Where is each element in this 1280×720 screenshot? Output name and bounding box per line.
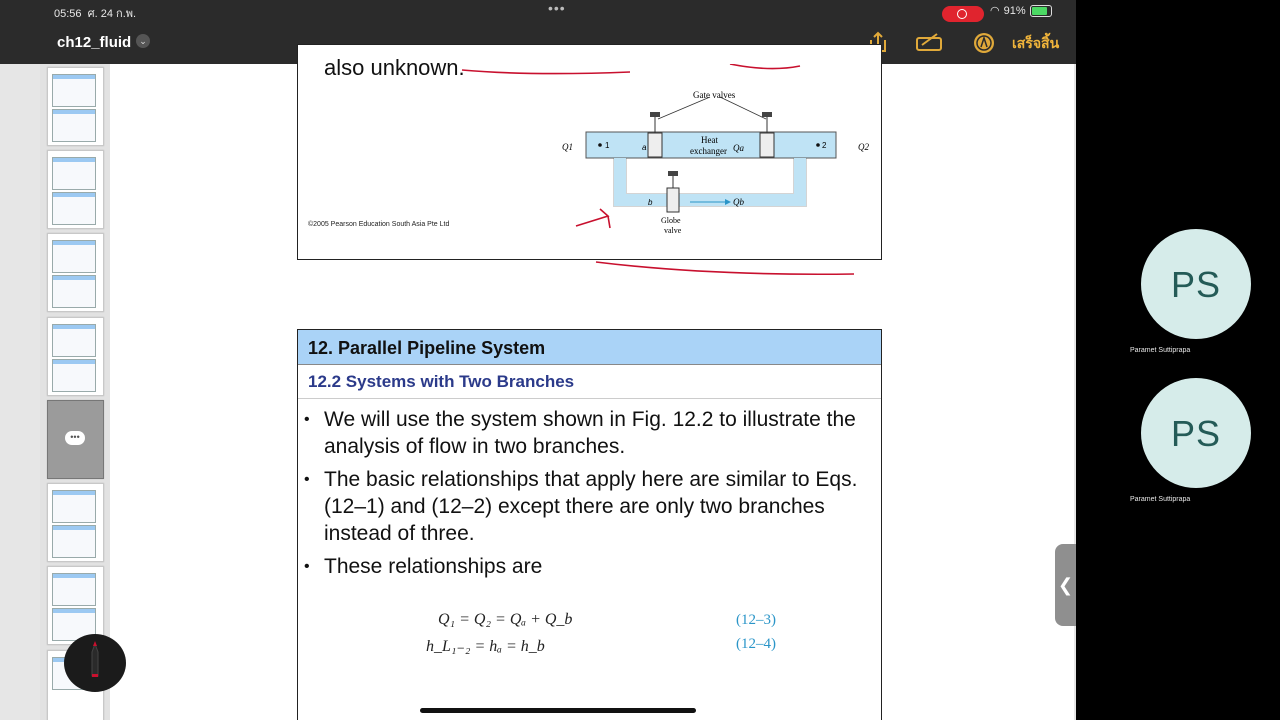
status-bar [0, 0, 1076, 20]
slide-subheading: 12.2 Systems with Two Branches [298, 365, 881, 399]
participant-avatar[interactable]: PS [1141, 229, 1251, 339]
bullet-item: • We will use the system shown in Fig. 12.2 to illustrate the analysis of flow in two branches. [302, 406, 872, 460]
battery-icon [1030, 5, 1052, 17]
wifi-icon: ◠ [990, 5, 1000, 17]
autofill-icon[interactable] [972, 30, 996, 54]
bullet-list [302, 406, 872, 586]
done-button[interactable]: เสร็จสิ้น [1012, 35, 1060, 51]
home-indicator[interactable] [420, 708, 696, 713]
page-thumbnail[interactable] [47, 483, 104, 562]
current-slide [297, 329, 882, 720]
battery-indicator [990, 4, 1052, 17]
more-icon[interactable]: ••• [65, 431, 85, 445]
thumbnail-sidebar[interactable] [40, 64, 110, 720]
markup-icon[interactable] [915, 30, 945, 54]
multitask-dots[interactable]: ••• [548, 0, 566, 16]
point-2-label: 2 [822, 141, 827, 150]
participant-avatar[interactable]: PS [1141, 378, 1251, 488]
document-title[interactable]: ch12_fluid [57, 34, 132, 51]
chevron-down-icon[interactable]: ⌄ [136, 34, 150, 48]
page-thumbnail[interactable] [47, 67, 104, 146]
battery-percent: 91% [1003, 4, 1026, 17]
page-thumbnail-selected[interactable] [47, 400, 104, 479]
pencil-icon [64, 634, 126, 692]
branch-a-label: a [642, 143, 647, 152]
page-thumbnail[interactable] [47, 317, 104, 396]
q2-label: Q2 [858, 142, 869, 152]
equation-12-4: h_L₁₋₂ = hₐ = h_b [426, 638, 545, 655]
screen-record-icon[interactable] [942, 6, 984, 22]
page-thumbnail[interactable] [47, 150, 104, 229]
participant-name: Paramet Suttiprapa [1130, 347, 1191, 354]
status-time: 05:56 ศ. 24 ก.พ. [54, 8, 137, 20]
valve-label: valve [664, 226, 682, 235]
bullet-item: • The basic relationships that apply here are similar to Eqs. (12–1) and (12–2) except there are only two branches instead of three. [302, 466, 872, 547]
qa-label: Qa [733, 143, 744, 153]
exchanger-label: exchanger [690, 146, 727, 156]
pencil-tool-button[interactable] [64, 634, 126, 692]
qb-label: Qb [733, 197, 744, 207]
branch-b-label: b [648, 198, 653, 207]
equation-12-3-number: (12–3) [736, 612, 776, 628]
gate-valves-label: Gate valves [693, 90, 736, 100]
participant-name: Paramet Suttiprapa [1130, 496, 1191, 503]
bullet-item: • These relationships are [302, 553, 872, 580]
sidebar-pull-tab[interactable]: ❮ [1055, 544, 1076, 626]
continued-text: also unknown. [324, 55, 465, 80]
pdf-page[interactable] [110, 55, 1074, 720]
equation-12-3: Q₁ = Q₂ = Qₐ + Q_b [438, 611, 573, 628]
copyright-text: ©2005 Pearson Education South Asia Pte Ltd [308, 221, 450, 228]
heat-label: Heat [701, 135, 718, 145]
page-thumbnail[interactable] [47, 233, 104, 312]
q1-label: Q1 [562, 142, 573, 152]
globe-label: Globe [661, 216, 681, 225]
slide-heading: 12. Parallel Pipeline System [298, 330, 881, 365]
equation-12-4-number: (12–4) [736, 636, 776, 652]
point-1-label: 1 [605, 141, 610, 150]
